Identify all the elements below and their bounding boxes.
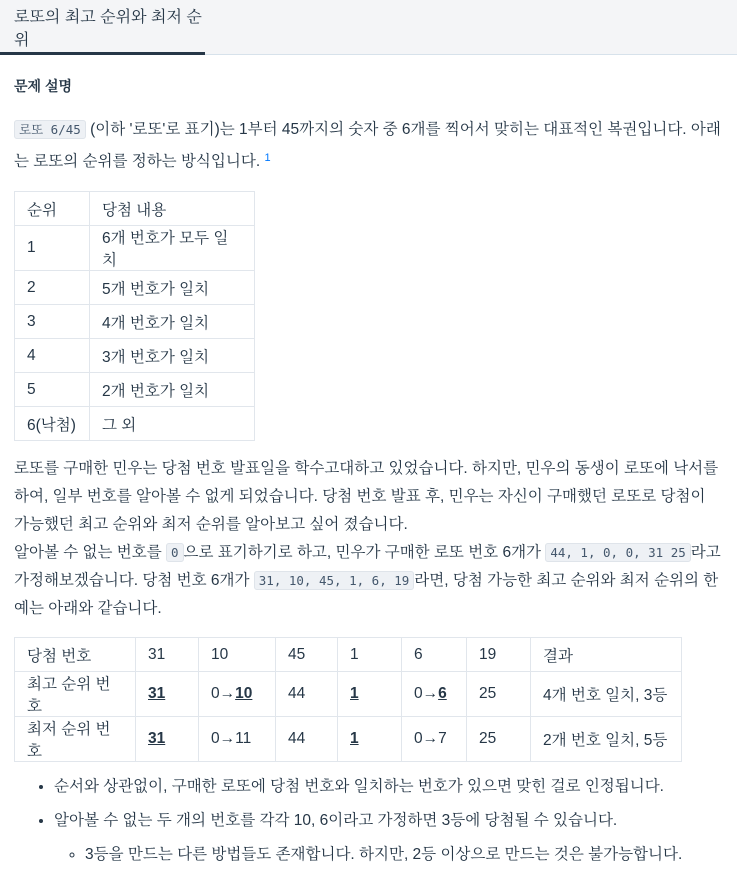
table-row: [15, 373, 255, 407]
replace-prefix: 0→: [211, 685, 236, 702]
rank-cell: 1: [15, 226, 90, 271]
table-row: [15, 226, 255, 271]
rank-cell: 6(낙첨): [15, 407, 90, 441]
inline-code-win-numbers: 31, 10, 45, 1, 6, 19: [254, 571, 415, 590]
inline-code-lotto-numbers: 44, 1, 0, 0, 31 25: [545, 543, 690, 562]
section-title: 문제 설명: [14, 78, 72, 94]
table-row: [15, 339, 255, 373]
example-table: [14, 637, 682, 762]
matched-number: 10: [235, 685, 253, 702]
inline-code-zero: 0: [166, 543, 184, 562]
rank-table: [14, 191, 255, 441]
content-cell: 4개 번호가 일치: [90, 305, 255, 339]
rank-table-header: [15, 192, 255, 226]
story-text: 라면, 당첨 가능한 최고 순위와 최저 순위의 한 예는 아래와 같습니다.: [14, 572, 719, 617]
content-cell: 5개 번호가 일치: [90, 271, 255, 305]
header-cell: 1: [338, 638, 402, 672]
footnote-link[interactable]: 1: [264, 152, 271, 164]
rank-cell: 3: [15, 305, 90, 339]
list-item: [54, 804, 723, 872]
number-cell: 0→11: [199, 717, 276, 762]
replace-prefix: 0→: [414, 685, 439, 702]
header-cell: 45: [276, 638, 338, 672]
intro-text: (이하 '로또'로 표기)는 1부터 45까지의 숫자 중 6개를 찍어서 맞히는 대표적인 복권입니다. 아래는 로또의 순위를 정하는 방식입니다.: [14, 121, 721, 170]
rank-cell: 2: [15, 271, 90, 305]
header-rank: 순위: [15, 192, 90, 226]
sub-notes-list: [54, 838, 723, 872]
story-text: 라고 가정해보겠습니다. 당첨 번호 6개가: [14, 544, 721, 589]
story-text: 으로 표기하기로 하고, 민우가 구매한 로또 번호 6개가: [183, 544, 546, 561]
content-cell: 2개 번호가 일치: [90, 373, 255, 407]
story-text: 알아볼 수 없는 번호를: [14, 544, 166, 561]
matched-number: 31: [136, 672, 199, 717]
content-cell: 6개 번호가 모두 일치: [90, 226, 255, 271]
notes-list: [14, 770, 723, 872]
tab-bar: [0, 0, 737, 55]
matched-number: 1: [338, 672, 402, 717]
rank-cell: 5: [15, 373, 90, 407]
table-row: [15, 407, 255, 441]
content-cell: 3개 번호가 일치: [90, 339, 255, 373]
header-cell: 19: [467, 638, 531, 672]
header-cell: 10: [199, 638, 276, 672]
table-row: [15, 305, 255, 339]
header-content: 당첨 내용: [90, 192, 255, 226]
content-cell: 그 외: [90, 407, 255, 441]
list-item-text: 알아볼 수 없는 두 개의 번호를 각각 10, 6이라고 가정하면 3등에 당첨될 수 있습니다.: [54, 812, 618, 829]
row-label: 최고 순위 번호: [15, 672, 136, 717]
number-cell: [199, 672, 276, 717]
number-cell: 25: [467, 717, 531, 762]
inline-code-lotto: 로또 6/45: [14, 120, 86, 139]
tab-label: 로또의 최고 순위와 최저 순위: [14, 9, 202, 49]
table-row: [15, 271, 255, 305]
row-label: 최저 순위 번호: [15, 717, 136, 762]
story-paragraph: [14, 455, 723, 623]
number-cell: 44: [276, 717, 338, 762]
header-cell: 6: [402, 638, 467, 672]
header-cell: 31: [136, 638, 199, 672]
example-header-row: [15, 638, 682, 672]
number-cell: 0→7: [402, 717, 467, 762]
story-text: 로또를 구매한 민우는 당첨 번호 발표일을 학수고대하고 있었습니다. 하지만, 민우의 동생이 로또에 낙서를 하여, 일부 번호를 알아볼 수 없게 되었습니다. 당첨 번호 발표 후, 민우는 자신이 구매했던 로또로 당첨이 가능했던 최고 순위와 최저 순위를 알아보고 싶어 졌습니다.: [14, 460, 719, 533]
problem-description: [0, 76, 737, 872]
number-cell: 25: [467, 672, 531, 717]
header-cell: 결과: [531, 638, 682, 672]
table-row-worst: [15, 717, 682, 762]
list-item: • 순서와 상관없이, 구매한 로또에 당첨 번호와 일치하는 번호가 있으면 맞힌 걸로 인정됩니다.: [54, 770, 723, 804]
result-cell: 2개 번호 일치, 5등: [531, 717, 682, 762]
active-tab-indicator: [0, 52, 205, 55]
matched-number: 6: [438, 685, 447, 702]
tab-problem-title[interactable]: [0, 0, 205, 54]
matched-number: 31: [136, 717, 199, 762]
result-cell: 4개 번호 일치, 3등: [531, 672, 682, 717]
rank-cell: 4: [15, 339, 90, 373]
table-row-best: [15, 672, 682, 717]
number-cell: [402, 672, 467, 717]
number-cell: 44: [276, 672, 338, 717]
sub-list-item: ◦ 3등을 만드는 다른 방법들도 존재합니다. 하지만, 2등 이상으로 만드는 것은 불가능합니다.: [85, 838, 723, 872]
intro-paragraph: [14, 116, 723, 176]
header-cell: 당첨 번호: [15, 638, 136, 672]
matched-number: 1: [338, 717, 402, 762]
